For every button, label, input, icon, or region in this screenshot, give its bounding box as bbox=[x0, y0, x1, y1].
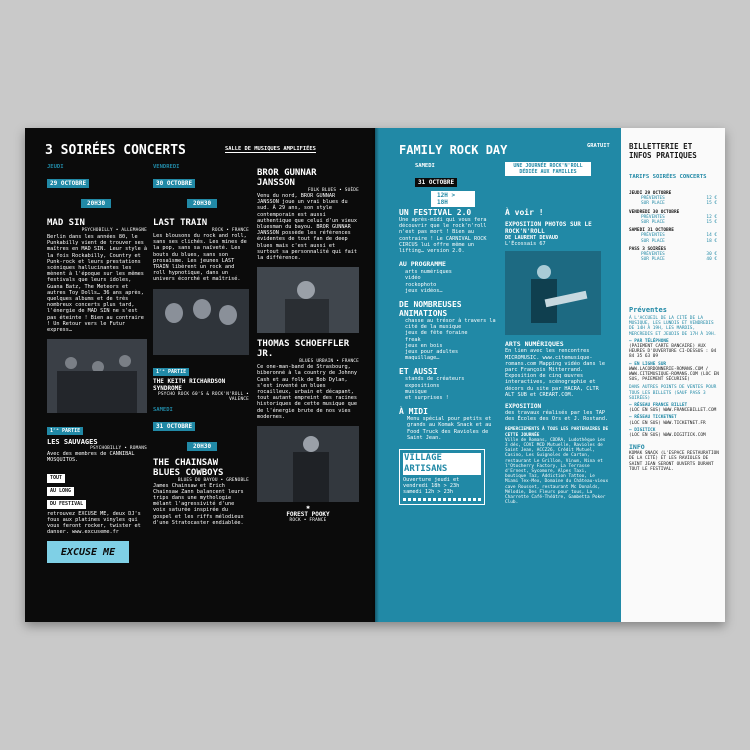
family-title: FAMILY ROCK DAY bbox=[399, 143, 508, 157]
expo2-text: des travaux réalisés par les TAP des Écoles des Ors et J. Rostand. bbox=[505, 410, 609, 423]
day-label: SAMEDI bbox=[415, 163, 435, 169]
midi-text: Menu spécial pour petits et grands au Komak Snack et au Food Truck des Ravioles de Saint Jean. bbox=[407, 416, 492, 441]
francebillet-heading: — RÉSEAU FRANCE BILLET bbox=[629, 403, 688, 409]
arts-heading: ARTS NUMÉRIQUES bbox=[505, 340, 564, 349]
tarif-day: PASS 3 SOIRÉES bbox=[629, 246, 667, 252]
band-genre: PSYCHOBILLY • ALLEMAGNE bbox=[81, 228, 147, 233]
festival-tag: AU LONG bbox=[47, 487, 74, 496]
billetterie-page bbox=[621, 128, 725, 622]
tarif-label: PRÉVENTES bbox=[641, 196, 665, 202]
date-badge: 31 OCTOBRE bbox=[415, 178, 457, 187]
band-name: MAD SIN bbox=[47, 218, 85, 228]
online-text[interactable]: WWW.LACORDONNERIE-ROMANS.COM / WWW.CITEMUSIQUE-ROMANS.COM (LOC EN SUS, PAIEMENT SÉCURISÉ) bbox=[629, 366, 719, 383]
band-name: LAST TRAIN bbox=[153, 218, 208, 228]
ticketnet-text[interactable]: (LOC EN SUS) WWW.TICKETNET.FR bbox=[629, 420, 706, 426]
day-label: VENDREDI bbox=[153, 164, 180, 170]
tarif-price: 18 € bbox=[706, 238, 717, 244]
other-points-text: DANS AUTRES POINTS DE VENTES POUR TOUS LES BILLETS (SAUF PASS 3 SOIRÉES) bbox=[629, 385, 717, 401]
tarif-price: 15 € bbox=[706, 201, 717, 207]
list-item: maquillage… bbox=[405, 355, 440, 362]
voir-heading: À voir ! bbox=[505, 208, 544, 217]
festival-tag: TOUT bbox=[47, 474, 65, 483]
time-badge: 20H30 bbox=[187, 199, 217, 208]
time-badge: 20H30 bbox=[81, 199, 111, 208]
digitick-text[interactable]: (LOC EN SUS) WWW.DIGITICK.COM bbox=[629, 433, 706, 439]
festival-text: retrouvez EXCUSE ME, deux DJ's fous aux platines vinyles qui vous feront rocker, twister et danser. www.excuseme.fr bbox=[47, 510, 141, 536]
francebillet-text[interactable]: (LOC EN SUS) WWW.FRANCEBILLET.COM bbox=[629, 408, 717, 414]
tarif-row bbox=[629, 201, 717, 206]
concerts-subtitle: SALLE DE MUSIQUES AMPLIFIÉES bbox=[225, 146, 316, 152]
ticketnet-heading: — RÉSEAU TICKETNET bbox=[629, 415, 677, 421]
festival-tag: DU FESTIVAL bbox=[47, 500, 86, 509]
remerciements-heading: REMERCIEMENTS À TOUS LES PARTENAIRES DE CETTE JOURNÉE bbox=[505, 427, 609, 438]
concerts-title: 3 SOIRÉES CONCERTS bbox=[45, 143, 186, 158]
band-photo bbox=[257, 426, 359, 502]
support-genre: PSYCHOBILLY • ROMANS bbox=[90, 446, 147, 452]
village-text: Ouverture jeudi et vendredi 18h > 23h samedi 12h > 23h bbox=[403, 477, 460, 496]
list-item: jeux vidéos… bbox=[405, 287, 443, 294]
village-heading: ARTISANS bbox=[403, 464, 481, 475]
band-text: Les blousons du rock and roll, sans ses clichés. Les mines de la pop, sans sa naïveté. Les bouts du blues, sans son prosaïsme. Les jeunes LAST TRAIN libèrent un rock and roll hypnotique, dans un univers écorché et maîtrisé. bbox=[153, 233, 247, 283]
tarifs-heading: TARIFS SOIRÉES CONCERTS bbox=[629, 174, 707, 180]
photo-caption: FOREST POOKY bbox=[286, 511, 330, 519]
photo-caption-genre: ROCK • FRANCE bbox=[289, 518, 327, 524]
tarif-price: 12 € bbox=[706, 196, 717, 202]
village-decoration bbox=[403, 498, 481, 501]
day-label: SAMEDI bbox=[153, 406, 173, 413]
billetterie-title: BILLETTERIE ET INFOS PRATIQUES bbox=[629, 142, 697, 160]
tarif-label: PRÉVENTES bbox=[641, 233, 665, 239]
partie-badge: 1ʳᵉ PARTIE bbox=[153, 368, 189, 376]
band-text: James Chainsaw et Erich Chainsaw Zann balancent leurs trips dans une mythologie mélant l'agressivité d'une voix saturée inspirée du gospel et les riffs mélodieux d'une Stratocaster endiablée. bbox=[153, 482, 244, 526]
time-badge: 12H > 18H bbox=[431, 191, 475, 207]
journee-tag: UNE JOURNÉE ROCK'N'ROLL DÉDIÉE AUX FAMILLES bbox=[505, 162, 591, 176]
midi-heading: À MIDI bbox=[399, 407, 428, 417]
band-genre: BLUES URBAIN • FRANCE bbox=[299, 359, 359, 365]
list-item: freak bbox=[405, 336, 421, 343]
band-genre: FOLK BLUES • SUÈDE bbox=[307, 188, 359, 193]
animations-list bbox=[405, 318, 499, 361]
guitarist-photo bbox=[505, 251, 601, 335]
expo-author: DE LAURENT DEVAUD bbox=[505, 235, 559, 241]
expo-author-2: L'Écossais 67 bbox=[505, 241, 546, 248]
band-photo bbox=[47, 339, 147, 413]
list-item: stands de créateurs bbox=[405, 376, 465, 383]
band-photo bbox=[153, 289, 249, 355]
partie-badge: 1ʳᵉ PARTIE bbox=[47, 427, 83, 435]
preventes-heading: Préventes bbox=[629, 306, 667, 314]
date-badge: 30 OCTOBRE bbox=[153, 179, 195, 188]
tarif-label: PRÉVENTES bbox=[641, 252, 665, 258]
concert-column-2 bbox=[153, 164, 249, 526]
support-genre: PSYCHO ROCK 60'S & ROCK'N'ROLL • VALENCE bbox=[158, 391, 249, 402]
aussi-heading: ET AUSSI bbox=[399, 367, 438, 377]
tarif-label: SUR PLACE bbox=[641, 220, 665, 226]
free-label: GRATUIT bbox=[587, 143, 610, 149]
expo-heading: EXPOSITION PHOTOS SUR LE ROCK'N'ROLL bbox=[505, 221, 592, 235]
digitick-heading: — DIGITICK bbox=[629, 427, 656, 433]
page-fold bbox=[371, 128, 379, 622]
festival-text: Une après-midi qui vous fera découvrir que le rock'n'roll n'est pas mort ! Bien au contraire ! Le CARNIVAL ROCK CIRCUS lui offre même un lifting… version 2.0. bbox=[399, 217, 487, 255]
concert-column-1 bbox=[47, 164, 147, 563]
village-heading: VILLAGE bbox=[403, 453, 481, 464]
tarif-label: SUR PLACE bbox=[641, 201, 665, 207]
remerciements-text: Ville de Romans, CDDRA, Ludothèque Les 3 dés, COVI MCD Mutuelle, Ravioles de Saint Jean, ACCZ26, Crédit Mutuel, Casino, Les Guignoles de Carton, restaurant Le Grillon, Vinum, Nina et l'Otocherry Factory, La Terrasse d'Ernest, Sycomore, Alpes Taxi, boutique Taz, Addiction Tattoo, Le Miami Tex-Mex, Domaine du Château-vieux cave Rousset, restaurant Mc Donalds, Mélodie, Des Fleurs pour tous, La Charrette Café-Théâtre, Gambetta Poker Club. bbox=[505, 437, 609, 506]
tarif-block bbox=[629, 210, 717, 226]
band-genre: ROCK • FRANCE bbox=[212, 228, 249, 233]
list-item: rockophoto bbox=[405, 281, 437, 288]
programme-list bbox=[405, 269, 499, 294]
list-item: chasse au trésor à travers la cité de la musique bbox=[405, 318, 496, 331]
date-badge: 29 OCTOBRE bbox=[47, 179, 89, 188]
date-badge: 31 OCTOBRE bbox=[153, 422, 195, 431]
tarif-row bbox=[629, 239, 717, 244]
tarif-price: 12 € bbox=[706, 214, 717, 220]
family-date-block bbox=[415, 163, 475, 208]
band-name: THE CHAINSAW BLUES COWBOYS bbox=[153, 457, 224, 478]
list-item: vidéo bbox=[405, 275, 421, 282]
family-right-column bbox=[505, 208, 609, 505]
tarif-row bbox=[629, 257, 717, 262]
tarif-label: SUR PLACE bbox=[641, 257, 665, 263]
programme-heading: AU PROGRAMME bbox=[399, 260, 446, 269]
online-heading: — EN LIGNE SUR bbox=[629, 361, 667, 367]
tarif-label: SUR PLACE bbox=[641, 238, 665, 244]
list-item: et surprises ! bbox=[405, 395, 449, 402]
brochure-spread bbox=[25, 128, 725, 622]
support-text: Avec des membres de CANNIBAL MOSQUITOS. bbox=[47, 451, 135, 464]
list-item: expositions bbox=[405, 382, 440, 389]
tarifs-list bbox=[629, 191, 717, 265]
tarif-day: VENDREDI 30 OCTOBRE bbox=[629, 209, 680, 215]
tarif-block bbox=[629, 228, 717, 244]
telephone-heading: — PAR TÉLÉPHONE bbox=[629, 338, 669, 344]
support-band: THE KEITH RICHARDSON SYNDROME bbox=[153, 377, 226, 392]
list-item: musique bbox=[405, 388, 427, 395]
band-text: Berlin dans les années 80, le Punkabilly vient de trouver ses maîtres en MAD SIN. Leur style à la fois Rockabilly, Country et Punk-rock et leurs prestations scéniques hallucinantes les mènent à l'époque sur les mêmes festivals que leurs idoles, Guana Batz, The Meteors et autres Toy Dolls… 36 ans après, quelques albums et de très nombreux concerts plus tard, l'énergie de MAD SIN ne s'est pas éteinte ! Bien au contraire ! Un Retour vers le Futur express… bbox=[47, 234, 147, 334]
arts-text: En lien avec les rencontres MICROMUSIC. www.citemusique-romans.com Mapping vidéo dans le parc François Mitterrand. Exposition de cinq œuvres interactives, scénographie et décors du site par HACRA, CLTR ALT SUB et CREART.COM. bbox=[505, 348, 605, 398]
list-item: jeux de fête foraine bbox=[405, 330, 468, 337]
star-icon: ✱ bbox=[306, 504, 310, 512]
tarif-block bbox=[629, 247, 717, 263]
concert-column-3 bbox=[257, 168, 359, 523]
info-heading: INFO bbox=[629, 443, 645, 452]
day-label: JEUDI bbox=[47, 164, 64, 170]
tarif-day: JEUDI 29 OCTOBRE bbox=[629, 191, 672, 196]
tarif-block bbox=[629, 191, 717, 207]
band-name: BROR GUNNAR JANSSON bbox=[257, 168, 317, 188]
tarif-label: PRÉVENTES bbox=[641, 214, 665, 220]
festival-heading: UN FESTIVAL 2.0 bbox=[399, 208, 472, 217]
tarif-day: SAMEDI 31 OCTOBRE bbox=[629, 228, 674, 234]
aussi-list bbox=[405, 376, 499, 401]
time-badge: 20H30 bbox=[187, 442, 217, 451]
family-rock-day-page bbox=[375, 128, 621, 622]
list-item: arts numériques bbox=[405, 269, 452, 276]
tarif-price: 15 € bbox=[706, 220, 717, 226]
tarif-price: 40 € bbox=[706, 257, 717, 263]
concerts-page bbox=[25, 128, 375, 622]
band-photo bbox=[257, 267, 359, 333]
excuse-me-logo: EXCUSE ME bbox=[47, 541, 129, 563]
info-text: KOMAK SNACK (L'ESPACE RESTAURATION DE LA CITÉ) ET LES RAVIOLES DE SAINT JEAN SERONT OUVERTS DURANT TOUT LE FESTIVAL. bbox=[629, 451, 719, 472]
expo2-heading: EXPOSITION bbox=[505, 403, 542, 411]
support-band: LES SAUVAGES bbox=[47, 438, 98, 447]
village-box bbox=[399, 449, 485, 505]
tarif-price: 14 € bbox=[706, 233, 717, 239]
list-item: jeux en bois bbox=[405, 342, 443, 349]
list-item: jeux pour adultes bbox=[405, 349, 459, 356]
tarif-row bbox=[629, 220, 717, 225]
family-left-column bbox=[399, 208, 499, 505]
animations-heading: DE NOMBREUSES ANIMATIONS bbox=[399, 300, 462, 319]
band-text: Venu du nord, BROR GUNNAR JANSSON joue un vrai blues du sud. À 29 ans, son style contemporain est aussi authentique que celui d'un vieux bluesman du bayou. BROR GUNNAR JANSSON possède les références évidentes de tout fan de deep blues mais c'est aussi et surtout sa personnalité qui fait la différence. bbox=[257, 193, 357, 262]
band-genre: BLUES DU BAYOU • GRENOBLE bbox=[177, 477, 249, 483]
preventes-block bbox=[629, 306, 719, 472]
band-name: THOMAS SCHOEFFLER JR. bbox=[257, 339, 350, 360]
band-text: Ce one-man-band de Strasbourg, biberonné à la country de Johnny Cash et au folk de Bob Dylan, s'est inventé un blues rocailleux, urbain et décapant, tout autant empreint des racines historiques de cette musique que de l'énergie brute de nos vies modernes. bbox=[257, 364, 357, 420]
preventes-text: À L'ACCUEIL DE LA CITÉ DE LA MUSIQUE, LES LUNDIS ET VENDREDIS DE 14H À 19H, LES MARDIS, MERCREDIS ET JEUDIS DE 17H À 19H. bbox=[629, 316, 717, 337]
tarif-price: 30 € bbox=[706, 252, 717, 258]
telephone-text: (PAIEMENT CARTE BANCAIRE) AUX HEURES D'OUVERTURE CI-DESSUS : 04 84 35 63 09 bbox=[629, 344, 717, 360]
